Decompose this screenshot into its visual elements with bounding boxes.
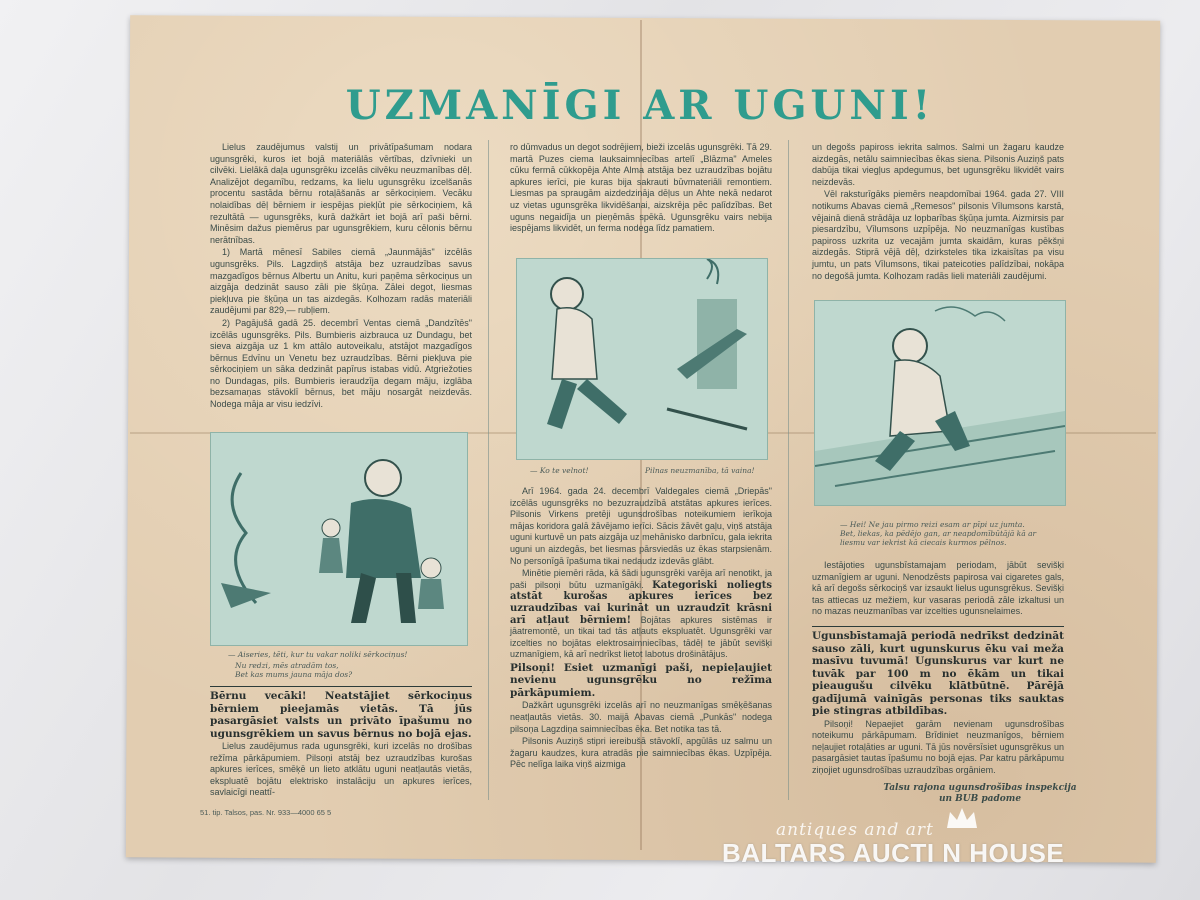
col2-mixed-plain-1: Minētie piemēri rāda, kā šādi ugunsgrēki varēja arī nenotikt, ja paši pilsoņi būtu uzmanīgāki. bbox=[510, 568, 772, 590]
col1-bold-appeal: Bērnu vecāki! Neatstājiet sērkociņus bērniem pieejamās vietās. Tā jūs pasargāsiet valsts un privāto īpašumu no ugunsgrēkiem un savus bērnus no bojā ejas. bbox=[210, 690, 472, 740]
cartoon-roof-smoking bbox=[814, 300, 1066, 506]
poster-headline: UZMANĪGI AR UGUNI! bbox=[345, 82, 935, 129]
col2-mixed-bold: Kategoriski noliegts atstāt kurošas apkures ierīces bez uzraudzības vai kurināt un uzraudzīt krāsni arī atļaut bērniem! bbox=[510, 579, 772, 626]
col3-bold-appeal: Ugunsbīstamajā periodā nedrīkst dedzināt sauso zāli, kurt ugunskurus ēku vai meža masīvu tuvumā! Ugunskurus var kurt ne tuvāk par 100 m no ēkām un tikai pieaugušu cilvēku klātbūtnē. Pārējā gadījumā vainīgās personas tiks sauktas pie stingras atbildības. bbox=[812, 630, 1064, 717]
col2-bold-appeal: Pilsoņi! Esiet uzmanīgi paši, nepieļaujiet nevienu ugunsgrēku no režīma pārkāpumiem. bbox=[510, 661, 772, 699]
col3-top-1: un degošs papiross iekrita salmos. Salmi un žagaru kaudze aizdegās, netālu saimniecības ēkas siena. Pilsonis Auziņš pats dabūja tikai viegļus apdegumus, bet ugunsgrēku likvidēt vairs neizdevās. bbox=[812, 142, 1064, 187]
cartoon-2-caption-left: — Ko te velnot! bbox=[530, 466, 589, 475]
col2-top-text: ro dūmvadus un degot sodrējiem, bieži izcelās ugunsgrēki. Tā 29. martā Puzes ciema lauksaimniecības artelī „Blāzma" Ameles cūku fermā cūkkopēja Ahte Alma atstāja bez uzraudzības bojātu apkures ierīci, pie kuras bija sakrauti būvmateriāli remontiem. Liesmas pa spraugām aizdedzināja dēļus un Ahte nekā nedarot uz vietas ugunsgrēka likvidēšanai, aizskrēja pēc palīdzības. Bet uguns negaidīja un pieņēmās spēkā. Ugunsgrēku vairs nebija iespējams likvidēt, un ferma nodega līdz pamatiem. bbox=[510, 142, 772, 234]
col2-after-2: Pilsonis Auziņš stipri iereibušā stāvoklī, apgūlās uz salmu un žagaru kaudzes, kura atradās pie saimniecības ēkas. Uzpīpēja. Pēc nelīga laika viņš aizmiga bbox=[510, 736, 772, 770]
issuer-signature: Talsu rajona ugunsdrošības inspekcija un BUB padome bbox=[883, 783, 1077, 804]
column-2-top bbox=[510, 142, 772, 236]
print-info: 51. tip. Talsos, pas. Nr. 933—4000 65 5 bbox=[200, 808, 332, 817]
column-3-middle bbox=[812, 560, 1064, 619]
cartoon-pig-farm-fire bbox=[516, 258, 768, 460]
col3-after-text: Pilsoņi! Nepaejiet garām nevienam ugunsdrošības noteikumu pārkāpumam. Brīdiniet neuzmanīgos, bērniem neļaujiet rotaļāties ar uguni. Tā jūs novērsīsiet ugunsgrēkus un pasargāsiet tautas īpašumu no bojā ejas. Par katru pārkāpumu ziņojiet ugunsdrošības uzraudzības orgāniem. bbox=[812, 718, 1064, 775]
watermark-brand: BALTARS AUCTI N HOUSE bbox=[722, 838, 1065, 868]
crown-icon bbox=[944, 804, 980, 834]
col3-divider bbox=[812, 626, 1064, 627]
column-3-appeal-block bbox=[812, 630, 1064, 777]
col1-paragraph-2: 1) Martā mēnesī Sabiles ciemā „Jaunmājās" izcēlās ugunsgrēks. Pils. Lagzdiņš atstāja bez uzraudzības savus mazgadīgos bērnus Albertu un Anitu, kuri paņēma sērkociņus un aizgāja dedzināt sauso zāli pie šķūņa. Zālei degot, liesmas piekļuva pie šķūņa un tas aizdegās. Kolhozam radās materiāli zaudējumi par 829,— rubļiem. bbox=[210, 247, 472, 316]
column-3-top bbox=[812, 142, 1064, 283]
watermark-tagline: antiques and art bbox=[776, 820, 934, 840]
col2-after-1: Dažkārt ugunsgrēki izcelās arī no neuzmanīgas smēķēšanas neatļautās vietās. 30. maijā Abavas ciemā „Punkās" nodega pilsoņa Lagzdiņa saimniecības ēka. Bet notika tas tā. bbox=[510, 700, 772, 734]
col3-middle-text: Iestājoties ugunsbīstamajam periodam, jābūt sevišķi uzmanīgiem ar uguni. Nenodzēsts papirosa vai cigaretes gals, kā arī degošs sērkociņš var izsaukt lielus ugunsgrēkus. Sevišķi tas attiecas uz mežiem, kur vasaras periodā zāle izkaltusi un no mazas neuzmanības var izcelties ugunsnelaimes. bbox=[812, 560, 1064, 617]
col1-divider bbox=[210, 686, 472, 687]
cartoon-2-caption-right: Pilnas neuzmanība, tā vaina! bbox=[645, 466, 755, 475]
col3-top-2: Vēl raksturīgāks piemērs neapdomībai 1964. gada 27. VIII notikums Abavas ciemā „Remesos" pilsonis Vīlumsons karstā, vējainā dienā strādāja uz lopbarības šķūņa jumta. Aizmirsis par piesardzību, Vīlumsons uzpīpēja. No neuzmanīgas kustības papiross uzkrita uz vecajām jumta skaidām, kuras pēkšņi aizdegās. Stiprā vējā dēļ, dzirksteles tika izkaisītas pa visu jumtu, un pats Vīlumsons, tikai pateicoties palīdzībai, nokāpa no degošā jumta. Kolhozam radās lieli materiāli zaudējumi. bbox=[812, 189, 1064, 281]
cartoon-1-caption: — Aiseries, tēti, kur tu vakar noliki sērkociņus! bbox=[228, 650, 408, 659]
column-2-middle bbox=[510, 486, 772, 772]
col2-mixed-paragraph bbox=[510, 568, 772, 661]
col2-middle-text: Arī 1964. gada 24. decembrī Valdegales ciemā „Driepās" izcēlās ugunsgrēks no bezuzraudzībā atstātas apkures ierīces. Pilsonis Virkens pretēji ugunsdrošības noteikumiem ierīkoja mājas koridora galā žāvējamo ierīci. Sācis žāvēt gaļu, viņš atstāja uguni kurtuvē un pats aizgāja uz mehānisko darbnīcu, gala iekrita uguni un aizdegās, bet liesmas pārsviedās uz ēkas starpsienām. No personīgā īpašuma tikai nedaudz izdevās glābt. bbox=[510, 486, 772, 566]
column-rule-1 bbox=[488, 140, 489, 800]
cartoon-3-caption: — Hei! Ne jau pirmo reizi esam ar pīpi uz jumta. Bet, liekas, ka pēdējo gan, ar neapdomībūtājā kā ar liesmu var iekrist kā ciecais kurmos pēlnos. bbox=[840, 520, 1037, 547]
column-rule-2 bbox=[788, 140, 789, 800]
cartoon-1-verse: Nu redzi, mēs atradām tos, Bet kas mums jauna māja dos? bbox=[235, 661, 353, 679]
col1-paragraph-3: 2) Pagājušā gadā 25. decembrī Ventas ciemā „Dandzītēs" izcēlās ugunsgrēks. Pils. Bumbieris aizbrauca uz Dundagu, bet sieva aizgāja uz 1 km attālo autoveikalu, atstājot mazgadīgos bērnus Edvīnu un Venetu bez uzraudzības. Bērni piekļuva pie sērkociņiem un sāka dedzināt papīrus istabas vidū. Atgriežoties no Dundagas, pils. Bumbieris ieraudzīja degam māju, izglāba bezsamaņas stāvoklī bērnus, bet māju nosargāt neizdevās. Nodega māja ar visu iedzīvi. bbox=[210, 317, 472, 410]
cartoon-children-matches bbox=[210, 432, 468, 646]
column-1-intro bbox=[210, 142, 472, 412]
col1-paragraph-1: Lielus zaudējumus valstij un privātīpašumam nodara ugunsgrēki, kuros iet bojā materiālās vērtības, dzīvnieki un cilvēki. Lielākā daļa ugunsgrēku izcelās cilvēku neuzmanības dēļ. Analizējot degamību, redzams, ka lielu ugunsgrēku izcelšanās procentu sastāda bērnu rotaļāšanās ar sērkociņiem. Vecāku nolaidības dēļ bērniem ir iespējas piekļūt pie sērkociņiem, kā rezultātā — ugunsgrēks, kurā dažkārt iet bojā arī paši bērni. Minēsim dažus piemērus par ugunsgrēkiem, kuru cēlonis bērnu nerātnības. bbox=[210, 142, 472, 245]
col1-after-text: Lielus zaudējumus rada ugunsgrēki, kuri izcelās no drošības režīma pārkāpumiem. Pilsoņi atstāj bez uzraudzības kurošas apkures ierīces, smēķē un lieto atklātu uguni neatļautās vietās, ekspluatē bojātu elektrisko instalāciju un apkures ierīces, savlaicīgi neattī- bbox=[210, 741, 472, 798]
col2-mixed-plain-2: Bojātas apkures sistēmas ir jāatremontē, un tikai tad tās atļauts ekspluatēt. Ugunsgrēki var izcelties no bojātas elektrosaimniecības, tādēļ te jābūt sevišķi uzmanīgiem, kā arī nedrīkst lietot labotus drošinātājus. bbox=[510, 614, 772, 660]
column-1-appeal-block bbox=[210, 690, 472, 800]
